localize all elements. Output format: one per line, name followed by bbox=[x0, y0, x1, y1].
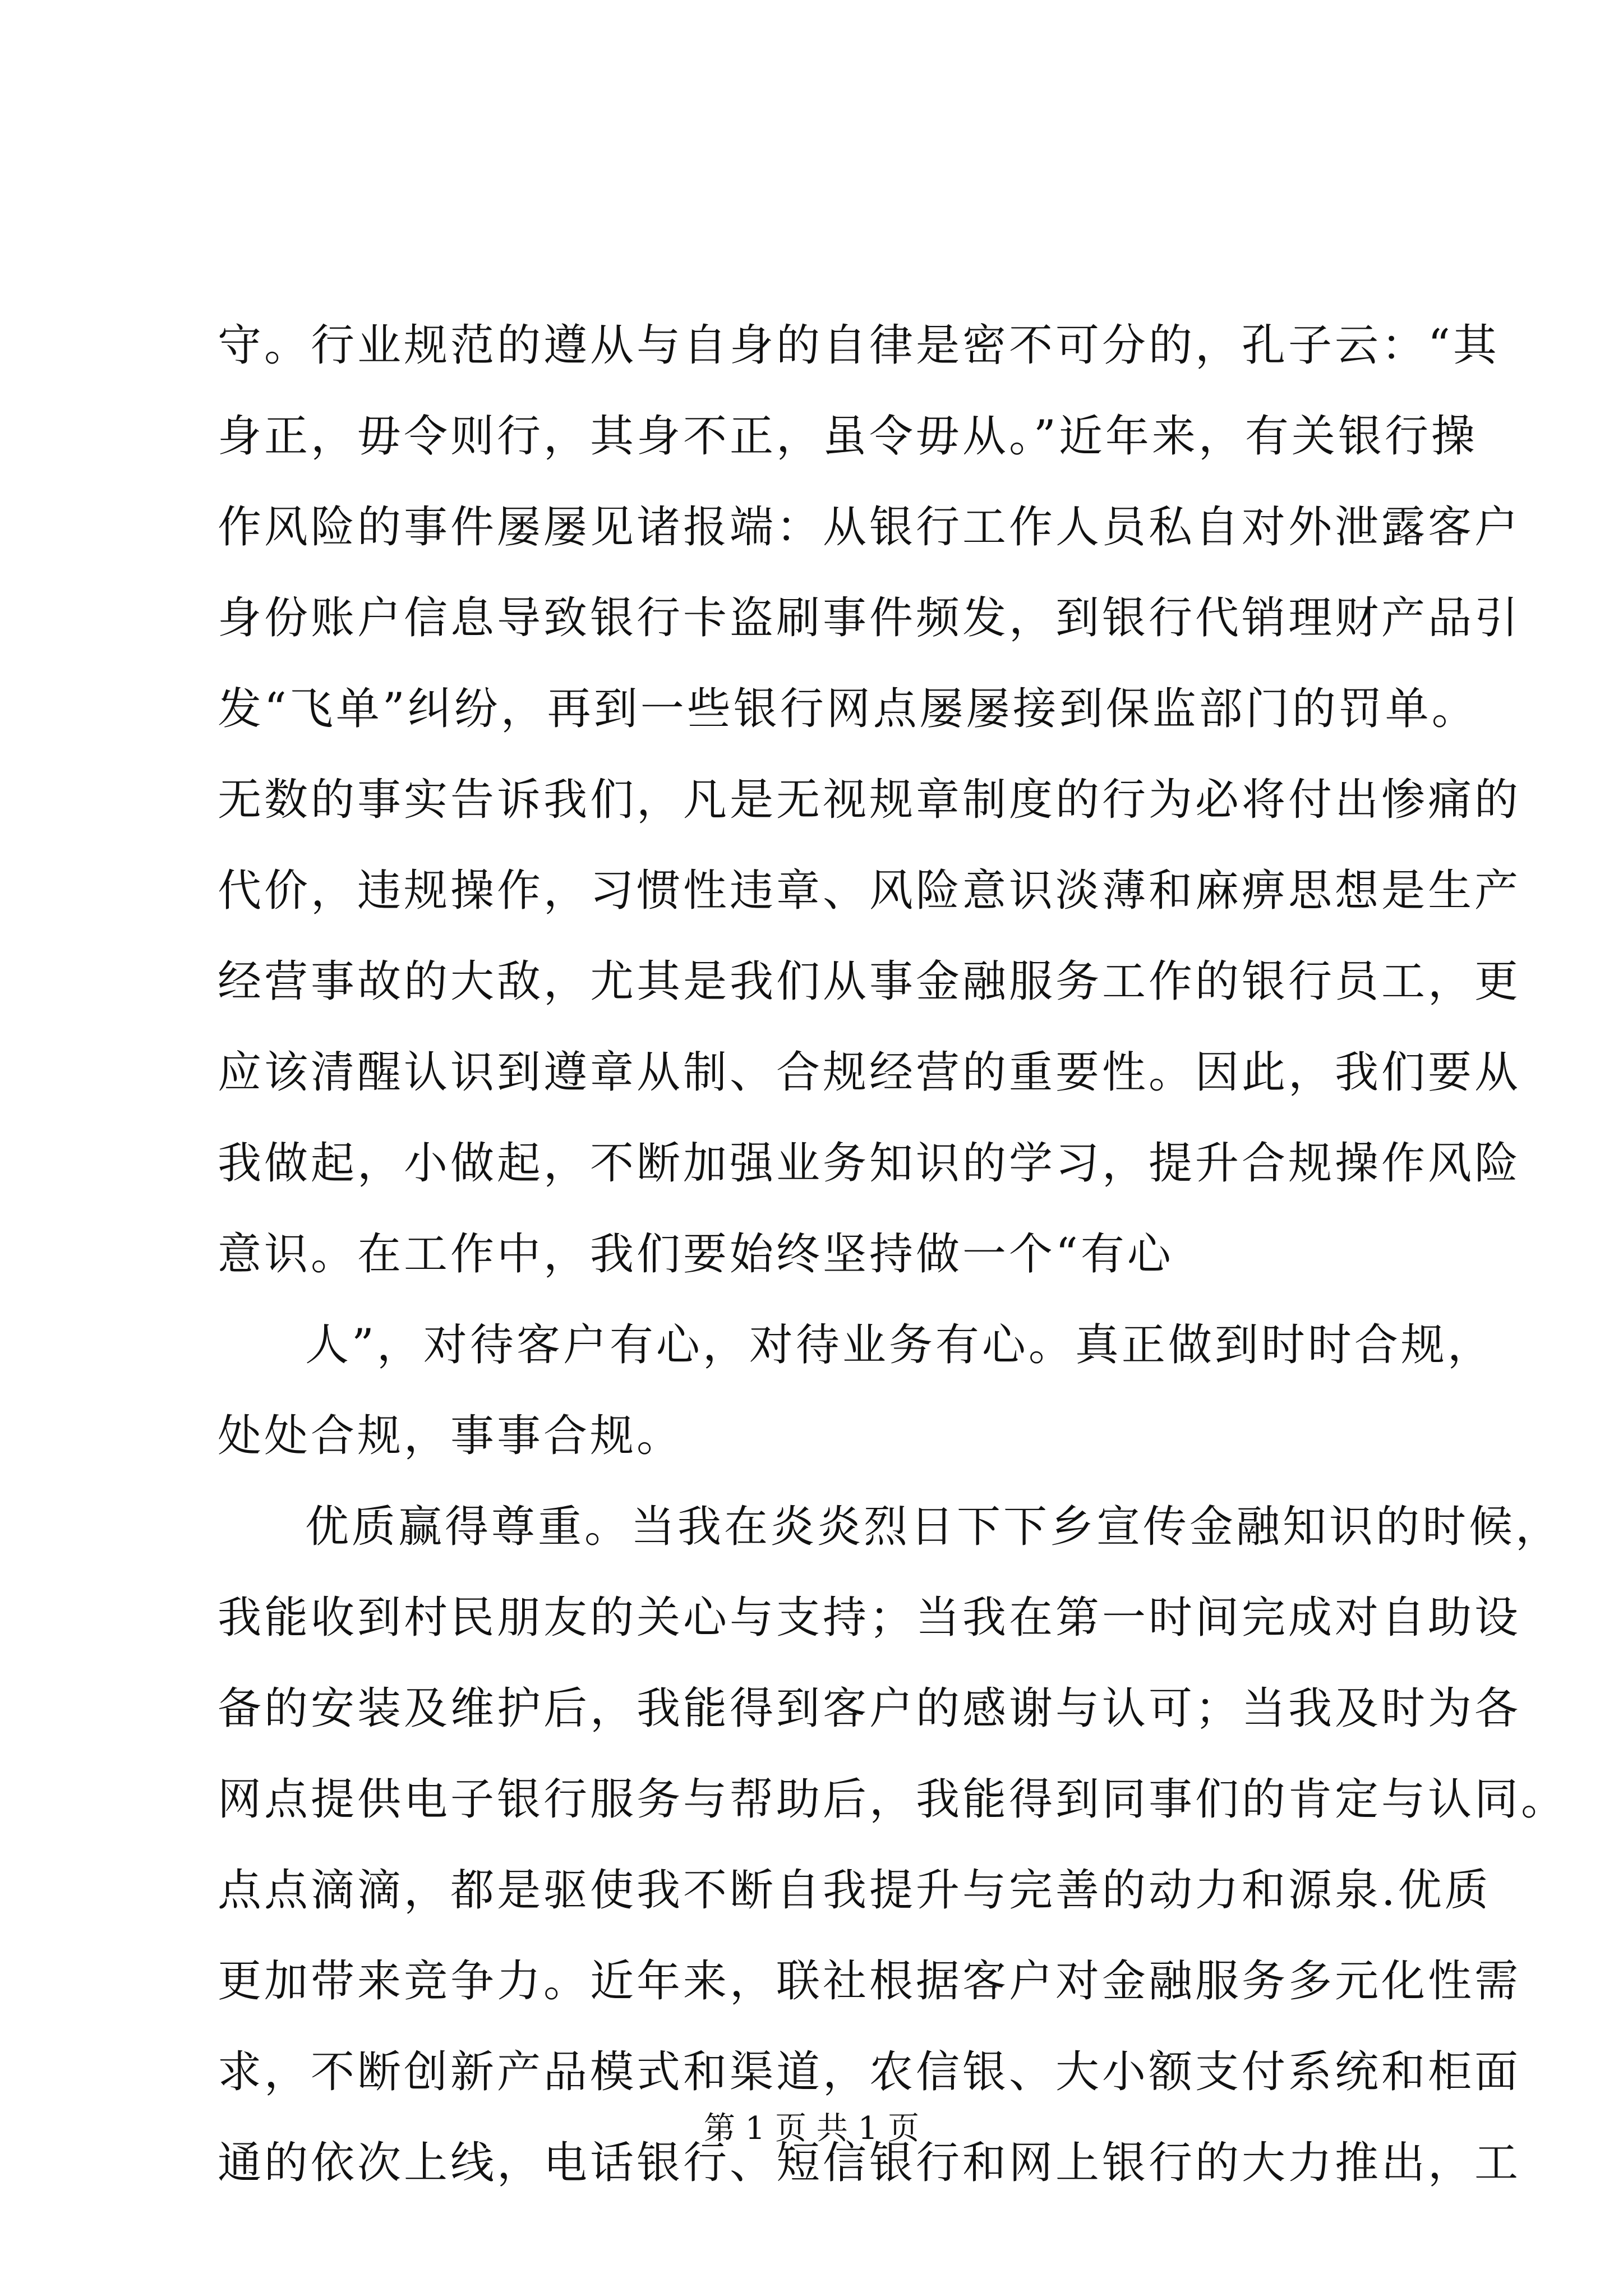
text-line: 作风险的事件屡屡见诸报端：从银行工作人员私自对外泄露客户 bbox=[218, 502, 1521, 553]
text-line: 经营事故的大敌，尤其是我们从事金融服务工作的银行员工，更 bbox=[218, 956, 1521, 1007]
text-line: 优质赢得尊重。当我在炎炎烈日下下乡宣传金融知识的时候， bbox=[305, 1502, 1562, 1552]
text-line: 代价，违规操作，习惯性违章、风险意识淡薄和麻痹思想是生产 bbox=[218, 866, 1521, 916]
text-line: 守。行业规范的遵从与自身的自律是密不可分的，孔子云：“其 bbox=[218, 320, 1500, 371]
text-line: 更加带来竞争力。近年来，联社根据客户对金融服务多元化性需 bbox=[218, 1956, 1521, 2007]
text-line: 通的依次上线，电话银行、短信银行和网上银行的大力推出，工 bbox=[218, 2138, 1521, 2188]
text-line: 身份账户信息导致银行卡盗刷事件频发，到银行代销理财产品引 bbox=[218, 593, 1521, 643]
text-line: 我做起，小做起，不断加强业务知识的学习，提升合规操作风险 bbox=[218, 1138, 1521, 1189]
text-line: 我能收到村民朋友的关心与支持；当我在第一时间完成对自助设 bbox=[218, 1593, 1521, 1643]
text-line: 求，不断创新产品模式和渠道，农信银、大小额支付系统和柜面 bbox=[218, 2047, 1521, 2097]
text-line: 身正，毋令则行，其身不正，虽令毋从。”近年来，有关银行操 bbox=[218, 411, 1478, 462]
text-line: 点点滴滴，都是驱使我不断自我提升与完善的动力和源泉.优质 bbox=[218, 1865, 1491, 1916]
text-line: 意识。在工作中，我们要始终坚持做一个“有心 bbox=[218, 1229, 1174, 1280]
body-text bbox=[218, 300, 1568, 2208]
text-line: 人”，对待客户有心，对待业务有心。真正做到时时合规， bbox=[305, 1320, 1494, 1370]
text-line: 无数的事实告诉我们，凡是无视规章制度的行为必将付出惨痛的 bbox=[218, 775, 1521, 825]
text-line: 发“飞单”纠纷，再到一些银行网点屡屡接到保监部门的罚单。 bbox=[218, 684, 1478, 734]
page-number-footer: 第 1 页 共 1 页 bbox=[703, 2110, 920, 2147]
text-line: 处处合规，事事合规。 bbox=[218, 1411, 684, 1461]
text-line: 网点提供电子银行服务与帮助后，我能得到同事们的肯定与认同。 bbox=[218, 1774, 1568, 1825]
text-line: 备的安装及维护后，我能得到客户的感谢与认可；当我及时为各 bbox=[218, 1683, 1521, 1734]
text-line: 应该清醒认识到遵章从制、合规经营的重要性。因此，我们要从 bbox=[218, 1047, 1521, 1098]
